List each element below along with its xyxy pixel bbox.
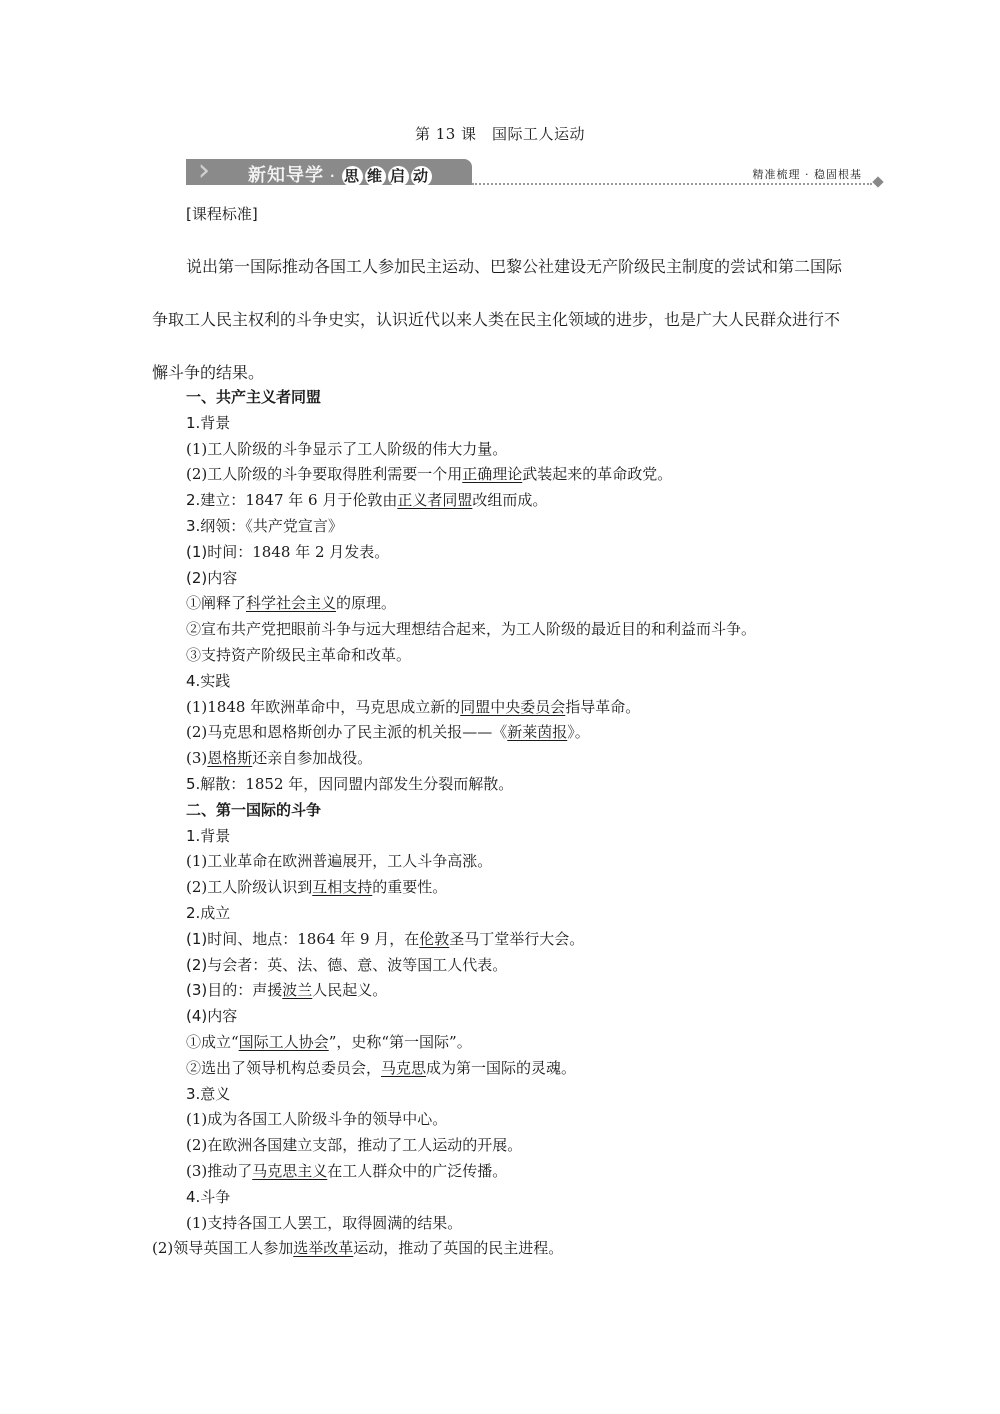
text-segment: (1)成为各国工人阶级斗争的领导中心。 — [186, 1110, 448, 1129]
text-segment: 声援 — [252, 981, 283, 1000]
text-segment: 3.意义 — [186, 1084, 231, 1103]
outline-line — [186, 720, 886, 746]
underlined-keyword: 选举改革 — [293, 1239, 354, 1258]
outline-line — [186, 591, 886, 617]
text-segment: 英、法、德、意、波等国工人代表。 — [267, 955, 508, 974]
underlined-keyword: 波兰 — [282, 981, 313, 1000]
outline-line — [186, 462, 886, 488]
section-heading — [186, 385, 886, 411]
text-segment: ③支持资产阶级民主革命和改革。 — [186, 645, 412, 664]
text-segment: 4.实践 — [186, 671, 231, 690]
text-segment: (2)在欧洲各国建立支部，推动了工人运动的开展。 — [186, 1136, 523, 1155]
outline-line — [186, 1133, 886, 1159]
subsection-heading — [186, 901, 886, 927]
outline-line — [186, 1211, 886, 1237]
text-segment: (1)时间： — [186, 542, 253, 561]
text-segment: 指导革命。 — [565, 697, 641, 716]
text-segment: 武装起来的革命政党。 — [522, 465, 673, 484]
outline-line — [186, 875, 886, 901]
text-segment: 1.背景 — [186, 413, 231, 432]
banner-dot: · — [330, 169, 336, 183]
outline-line — [186, 1107, 886, 1133]
course-standard-text — [152, 240, 852, 399]
text-segment: 的重要性。 — [372, 878, 448, 897]
text-segment: ②宣布共产党把眼前斗争与远大理想结合起来，为工人阶级的最近目的和利益而斗争。 — [186, 620, 757, 639]
subsection-heading — [186, 1082, 886, 1108]
underlined-keyword: 马克思主义 — [252, 1161, 328, 1180]
outline-line — [186, 1056, 886, 1082]
text-segment: (2)马克思和恩格斯创办了民主派的机关报——《 — [186, 723, 508, 742]
underlined-keyword: 恩格斯 — [207, 749, 253, 768]
text-segment: ①阐释了 — [186, 594, 247, 613]
circled-char: 思 — [342, 166, 363, 187]
outline-line — [186, 540, 886, 566]
diamond-icon — [872, 176, 883, 187]
text-segment: (2)内容 — [186, 568, 238, 587]
text-segment: 1864 年 9 月，在 — [297, 929, 420, 948]
text-segment: (4)内容 — [186, 1007, 238, 1026]
text-segment: 》。 — [567, 723, 590, 742]
text-segment: (2)领导英国工人参加 — [152, 1239, 294, 1258]
standard-line-text: 二国际争取工人民主权利的斗争史实，认识近代以来人类在民主化领域的进步，也是广大人 — [152, 257, 843, 329]
text-segment: ②选出了领导机构总委员会， — [186, 1058, 382, 1077]
circled-char: 维 — [365, 166, 386, 187]
dotted-divider — [472, 183, 872, 185]
underlined-keyword: 伦敦 — [419, 929, 450, 948]
subsection-heading — [186, 669, 886, 695]
text-segment: (2)与会者： — [186, 955, 268, 974]
outline-line — [186, 746, 886, 772]
text-segment: 《共产党宣言》 — [245, 516, 343, 535]
underlined-keyword: 同盟中央委员会 — [460, 697, 566, 716]
text-segment: (1)1848 年欧洲革命中，马克思成立新的 — [186, 697, 461, 716]
subsection-heading — [186, 824, 886, 850]
text-segment: (1)时间、地点： — [186, 929, 298, 948]
circled-char: 启 — [388, 166, 409, 187]
course-standard-label: [课程标准] — [186, 205, 258, 223]
underlined-keyword: 正确理论 — [462, 465, 523, 484]
underlined-keyword: 新莱茵报 — [507, 723, 568, 742]
text-segment: 成为第一国际的灵魂。 — [426, 1058, 577, 1077]
text-segment: 2.建立： — [186, 491, 246, 510]
outline-line — [186, 953, 886, 979]
text-segment: (3)推动了 — [186, 1161, 253, 1180]
text-segment: 一、共产主义者同盟 — [186, 388, 322, 406]
outline-line — [186, 514, 886, 540]
text-segment: 在工人群众中的广泛传播。 — [327, 1161, 508, 1180]
subsection-heading — [186, 411, 886, 437]
text-segment: 改组而成。 — [472, 491, 548, 510]
text-segment: 人民起义。 — [312, 981, 388, 1000]
underlined-keyword: 国际工人协会 — [238, 1032, 329, 1051]
circled-char: 动 — [411, 166, 432, 187]
outline-line — [186, 849, 886, 875]
text-segment: 运动，推动了英国的民主进程。 — [353, 1239, 564, 1258]
text-segment: (1)工业革命在欧洲普遍展开，工人斗争高涨。 — [186, 852, 493, 871]
underlined-keyword: 科学社会主义 — [246, 594, 337, 613]
section-heading — [186, 798, 886, 824]
text-segment: (2)工人阶级认识到 — [186, 878, 313, 897]
text-segment: (3)目的： — [186, 981, 253, 1000]
underlined-keyword: 互相支持 — [312, 878, 373, 897]
text-segment: 2.成立 — [186, 903, 231, 922]
standard-line-text: 民群众进行不懈斗争的结果。 — [152, 310, 841, 382]
text-segment: ①成立“ — [186, 1032, 239, 1051]
section-banner — [186, 156, 886, 190]
subsection-heading — [186, 1004, 886, 1030]
outline-line — [186, 437, 886, 463]
lesson-outline — [152, 385, 886, 1262]
outline-line — [186, 488, 886, 514]
text-segment: 还亲自参加战役。 — [252, 749, 373, 768]
text-segment: 1848 年 2 月发表。 — [252, 542, 390, 561]
outline-line — [186, 772, 886, 798]
text-segment: (2)工人阶级的斗争要取得胜利需要一个用 — [186, 465, 463, 484]
outline-line — [186, 1030, 886, 1056]
banner-subtitle: 精准梳理 · 稳固根基 — [752, 168, 862, 181]
text-segment: ”，史称“第一国际”。 — [328, 1032, 472, 1051]
standard-line — [152, 240, 852, 399]
subsection-heading — [186, 1185, 886, 1211]
text-segment: 圣马丁堂举行大会。 — [449, 929, 585, 948]
text-segment: (3) — [186, 749, 208, 768]
outline-line — [186, 927, 886, 953]
banner-left-text: 新知导学 — [248, 165, 324, 186]
outline-line — [186, 643, 886, 669]
text-segment: 4.斗争 — [186, 1187, 231, 1206]
underlined-keyword: 马克思 — [381, 1058, 427, 1077]
outline-line — [186, 978, 886, 1004]
text-segment: (1)工人阶级的斗争显示了工人阶级的伟大力量。 — [186, 439, 508, 458]
text-segment: 3.纲领： — [186, 516, 246, 535]
text-segment: 二、第一国际的斗争 — [186, 800, 322, 819]
text-segment: 的原理。 — [336, 594, 397, 613]
banner-title — [248, 161, 434, 187]
text-segment: (1)支持各国工人罢工，取得圆满的结果。 — [186, 1213, 463, 1232]
text-segment: 1.背景 — [186, 826, 231, 845]
subsection-heading — [186, 566, 886, 592]
lesson-title: 第 13 课 国际工人运动 — [414, 125, 586, 143]
text-segment: 1852 年，因同盟内部发生分裂而解散。 — [245, 774, 514, 793]
text-segment: 1847 年 6 月于伦敦由 — [245, 491, 398, 510]
underlined-keyword: 正义者同盟 — [397, 491, 473, 510]
outline-line — [152, 1236, 886, 1262]
outline-line — [186, 695, 886, 721]
outline-line — [186, 617, 886, 643]
text-segment: 5.解散： — [186, 774, 246, 793]
outline-line — [186, 1159, 886, 1185]
standard-line-text: 说出第一国际推动各国工人参加民主运动、巴黎公社建设无产阶级民主制度的尝试和第 — [186, 257, 795, 276]
